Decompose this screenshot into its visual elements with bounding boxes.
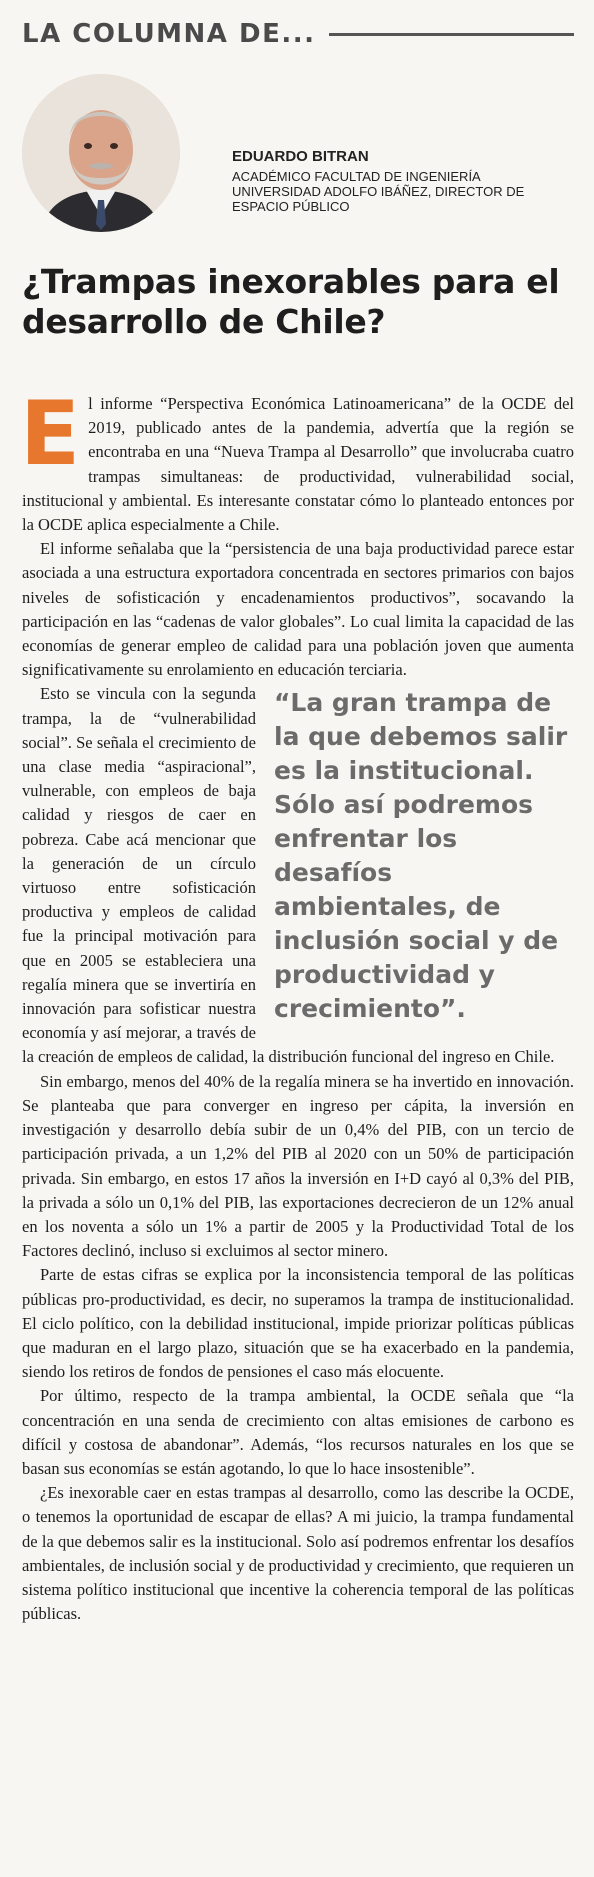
author-portrait-icon xyxy=(22,74,180,232)
paragraph-text: Esto se vincula con la segunda trampa, la de “vulnerabilidad social”. Se señala el crecimiento de una clase media “aspiracional”, vulnerable, con empleos de baja calidad y riesgos de caer en pobreza. Cabe acá mencionar que la generación de un círculo virtuoso entre sofisticación productiva y empleos de calidad fue la principal motivación para que en 2005 se estableciera una regalía minera que se invertiría en innovación para sofisticar nuestra economía y así mejorar, a través de la creación de empleos de calidad, la distribución funcional del ingreso en Chile. xyxy=(22,684,555,1067)
author-photo xyxy=(22,74,180,232)
article-body xyxy=(20,382,574,1626)
article-paragraph-7: ¿Es inexorable caer en estas trampas al desarrollo, como las describe la OCDE, o tenemos la oportunidad de escapar de ellas? A mi juicio, la trampa fundamental de la que debemos salir es la institucional. Solo así podremos enfrentar los desafíos ambientales, de inclusión social y de productividad y crecimiento, que requieren un sistema político institucional que incentive la coherencia temporal de las políticas públicas. xyxy=(22,1483,574,1624)
section-label: LA COLUMNA DE... xyxy=(22,19,316,49)
article-paragraph-6: Por último, respecto de la trampa ambiental, la OCDE señala que “la concentración en una senda de crecimiento con altas emisiones de carbono es difícil y costosa de abandonar”. Además, “los recursos naturales en los que se basan sus economías se están agotando, lo que lo hace insostenible”. xyxy=(22,1386,574,1478)
article-paragraph-1 xyxy=(20,382,574,537)
section-header xyxy=(22,14,574,54)
section-rule xyxy=(329,33,574,36)
article-paragraph-2: El informe señalaba que la “persistencia de una baja productividad parece estar asociada a una estructura exportadora concentrada en sectores primarios con bajos niveles de sofisticación y encadenamientos productivos”, socavando la participación en las “cadenas de valor globales”. Lo cual limita la capacidad de las economías de generar empleo de calidad para una población joven que aumenta significativamente su enrolamiento en educación terciaria. xyxy=(22,539,574,680)
article-paragraph-4: Sin embargo, menos del 40% de la regalía minera se ha invertido en innovación. Se planteaba que para converger en ingreso per cápita, la inversión en investigación y desarrollo debía subir de un 0,4% del PIB, con un tercio de participación privada, a un 1,2% del PIB al 2020 con un 50% de participación privada. Sin embargo, en estos 17 años la inversión en I+D cayó al 0,3% del PIB, la privada a sólo un 0,1% del PIB, las exportaciones decrecieron de un 12% anual en los noventa a sólo un 1% a partir de 2005 y la Productividad Total de los Factores declinó, incluso si excluimos al sector minero. xyxy=(22,1071,574,1261)
article-paragraph-5: Parte de estas cifras se explica por la inconsistencia temporal de las políticas públicas pro-productividad, es decir, no superamos la trampa de institucionalidad. El ciclo político, con la debilidad institucional, impide priorizar políticas públicas que maduran en el largo plazo, situación que se ha exacerbado en la pandemia, siendo los retiros de fondos de pensiones el caso más elocuente. xyxy=(22,1265,574,1382)
article-paragraph-3 xyxy=(22,682,574,1069)
author-info xyxy=(232,148,562,214)
author-bio: ACADÉMICO FACULTAD DE INGENIERÍA UNIVERSIDAD ADOLFO IBÁÑEZ, DIRECTOR DE ESPACIO PÚBLICO xyxy=(232,169,525,214)
drop-cap: E xyxy=(20,382,81,485)
paragraph-text: l informe “Perspectiva Económica Latinoamericana” de la OCDE del 2019, publicado antes de la pandemia, advertía que la región se encontraba en una “Nueva Trampa al Desarrollo” que involucraba cuatro trampas simultaneas: de productividad, vulnerabilidad social, institucional y ambiental. Es interesante constatar cómo lo planteado entonces por la OCDE aplica especialmente a Chile. xyxy=(22,394,574,535)
author-name: EDUARDO BITRAN xyxy=(232,148,369,165)
pull-quote: “La gran trampa de la que debemos salir es la institucional. Sólo así podremos enfrentar los desafíos ambientales, de inclusión social y de productividad y crecimiento”. xyxy=(274,688,568,1024)
article-headline: ¿Trampas inexorables para el desarrollo de Chile? xyxy=(22,262,560,341)
